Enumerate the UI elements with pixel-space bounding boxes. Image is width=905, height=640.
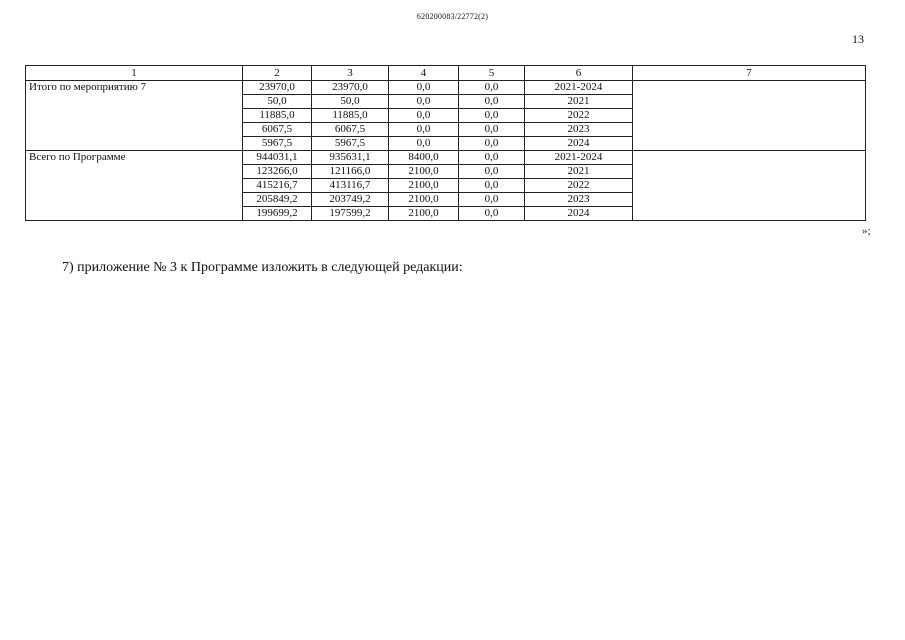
table-cell: 2022 [525, 109, 633, 123]
column-header: 7 [633, 66, 866, 81]
table-cell: 0,0 [459, 193, 525, 207]
table-cell: 944031,1 [243, 151, 312, 165]
column-header: 5 [459, 66, 525, 81]
table-cell: 2021 [525, 165, 633, 179]
table-cell: 0,0 [389, 123, 459, 137]
table-cell: 0,0 [389, 81, 459, 95]
amendment-paragraph: 7) приложение № 3 к Программе изложить в следующей редакции: [62, 260, 463, 275]
table-cell: 50,0 [312, 95, 389, 109]
table-cell: 2100,0 [389, 179, 459, 193]
table-cell: 0,0 [459, 109, 525, 123]
empty-cell [633, 151, 866, 221]
table-cell: 123266,0 [243, 165, 312, 179]
table-cell: 23970,0 [312, 81, 389, 95]
column-header: 6 [525, 66, 633, 81]
table-row [26, 81, 866, 95]
table-cell: 11885,0 [312, 109, 389, 123]
table-cell: 2100,0 [389, 165, 459, 179]
table-cell: 8400,0 [389, 151, 459, 165]
table-cell: 6067,5 [243, 123, 312, 137]
table-cell: 2023 [525, 123, 633, 137]
table-cell: 23970,0 [243, 81, 312, 95]
table-cell: 0,0 [459, 165, 525, 179]
table-cell: 415216,7 [243, 179, 312, 193]
empty-cell [633, 81, 866, 151]
table-cell: 197599,2 [312, 207, 389, 221]
table-cell: 6067,5 [312, 123, 389, 137]
table-cell: 5967,5 [243, 137, 312, 151]
table-cell: 5967,5 [312, 137, 389, 151]
closing-quote-mark: »; [862, 225, 871, 237]
table-cell: 0,0 [459, 81, 525, 95]
table-cell: 0,0 [459, 137, 525, 151]
document-id: 620200083/22772(2) [416, 12, 489, 21]
table-cell: 11885,0 [243, 109, 312, 123]
table-cell: 0,0 [459, 179, 525, 193]
table-cell: 935631,1 [312, 151, 389, 165]
table-cell: 2100,0 [389, 193, 459, 207]
table-cell: 203749,2 [312, 193, 389, 207]
table-cell: 0,0 [459, 151, 525, 165]
header-row [26, 66, 866, 81]
table-cell: 2024 [525, 137, 633, 151]
column-header: 4 [389, 66, 459, 81]
table-cell: 2023 [525, 193, 633, 207]
table-cell: 205849,2 [243, 193, 312, 207]
table-cell: 0,0 [459, 207, 525, 221]
table-cell: 2021-2024 [525, 151, 633, 165]
table-row [26, 151, 866, 165]
column-header: 1 [26, 66, 243, 81]
budget-table [25, 65, 866, 221]
table-cell: 0,0 [389, 95, 459, 109]
table-cell: 413116,7 [312, 179, 389, 193]
table-cell: 2022 [525, 179, 633, 193]
table-cell: 2021-2024 [525, 81, 633, 95]
page-number: 13 [852, 32, 864, 46]
table-cell: 121166,0 [312, 165, 389, 179]
row-group-label: Всего по Программе [26, 151, 243, 221]
table-cell: 0,0 [459, 123, 525, 137]
table-cell: 2024 [525, 207, 633, 221]
table-cell: 0,0 [459, 95, 525, 109]
table-cell: 199699,2 [243, 207, 312, 221]
table-cell: 2100,0 [389, 207, 459, 221]
row-group-label: Итого по мероприятию 7 [26, 81, 243, 151]
table-cell: 2021 [525, 95, 633, 109]
column-header: 2 [243, 66, 312, 81]
table-cell: 0,0 [389, 109, 459, 123]
column-header: 3 [312, 66, 389, 81]
table-cell: 0,0 [389, 137, 459, 151]
table-cell: 50,0 [243, 95, 312, 109]
